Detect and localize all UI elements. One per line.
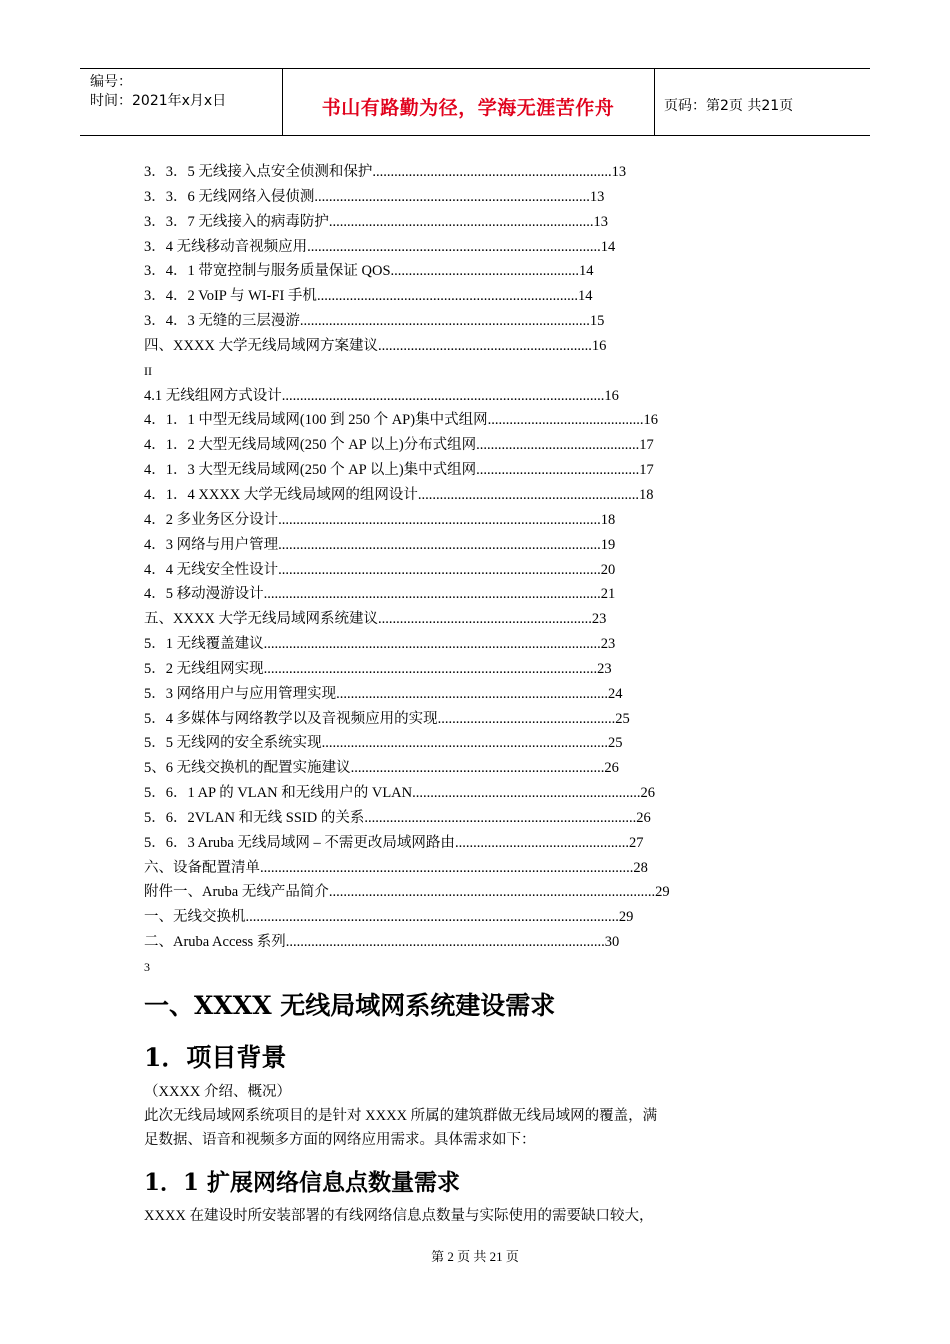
toc-entry-page: 13: [611, 164, 627, 180]
toc-entry-leader: ...........................................: [487, 412, 644, 429]
toc-entry-leader: ........................................................................................: [285, 934, 605, 951]
toc-entry-leader: .............................................: [476, 437, 640, 454]
toc-entry[interactable]: [144, 384, 824, 409]
toc-entry[interactable]: [144, 582, 824, 607]
toc-entry[interactable]: [144, 682, 824, 707]
toc-entry-title: 4．1．4 XXXX 大学无线局域网的组网设计: [144, 486, 418, 503]
toc-entry[interactable]: [144, 657, 824, 682]
toc-entry-title: 4.1 无线组网方式设计: [144, 387, 282, 404]
toc-entry[interactable]: [144, 235, 824, 260]
toc-entry-leader: .........................................................................................: [281, 387, 605, 404]
toc-entry-title: 附件一、Aruba 无线产品简介: [144, 884, 329, 901]
toc-entry-page: 13: [593, 213, 608, 230]
toc-entry[interactable]: [144, 930, 824, 955]
toc-entry-leader: .............................................................................................: [263, 586, 601, 603]
toc-entry-title: 5．2 无线组网实现: [144, 660, 264, 677]
toc-entry[interactable]: [144, 483, 824, 508]
toc-entry[interactable]: [144, 558, 824, 583]
toc-entry-page: 25: [615, 710, 630, 727]
toc-entry-leader: ............................................................................: [314, 188, 590, 205]
toc-entry[interactable]: [144, 458, 824, 483]
toc-entry-title: 5．6．3 Aruba 无线局域网 – 不需更改局域网路由: [144, 834, 455, 851]
toc-entry-page: 23: [600, 636, 616, 653]
toc-entry-page: 14: [577, 288, 593, 305]
toc-entry-leader: .................................................................................: [307, 238, 601, 255]
page-footer: 第 2 页 共 21 页: [431, 1249, 519, 1264]
toc-entry-page: 18: [600, 511, 616, 528]
toc-entry-leader: ................................................: [454, 834, 629, 851]
toc-entry-leader: .........................................................................: [328, 213, 594, 230]
toc-entry[interactable]: [144, 880, 824, 905]
header-page-cell: [654, 69, 870, 135]
toc-entry-leader: ....................................................: [390, 263, 580, 280]
toc-entry-leader: ...........................................................: [378, 337, 592, 354]
toc-entry-title: 4．1．2 大型无线局域网(250 个 AP 以上)分布式组网: [144, 437, 477, 454]
document-time-label: 时间：2021年x月x日: [90, 93, 227, 109]
toc-entry-title: 4．4 无线安全性设计: [144, 561, 279, 578]
toc-entry-page: 27: [628, 834, 644, 851]
toc-entry-page: 15: [589, 313, 605, 330]
toc-entry-leader: ...............................................................: [412, 785, 641, 802]
toc-entry-page: 14: [579, 263, 594, 280]
section-heading-network-points: 1．1 扩展网络信息点数量需求: [144, 1169, 461, 1196]
toc-entry-leader: ...........................................................................: [364, 809, 637, 826]
toc-entry-page: 29: [655, 884, 670, 901]
toc-entry-page: 26: [604, 760, 619, 777]
toc-entry-title: 3．4．3 无缝的三层漫游: [144, 313, 300, 330]
toc-entry[interactable]: [144, 831, 824, 856]
toc-entry-page: 16: [591, 337, 607, 354]
toc-entry-page: 17: [639, 437, 654, 454]
toc-entry-page: 23: [597, 660, 612, 677]
header-motto-cell: [282, 69, 655, 135]
toc-entry[interactable]: [144, 433, 824, 458]
header-motto: 书山有路勤为径，学海无涯苦作舟: [321, 97, 615, 119]
toc-entry-page: 25: [608, 735, 623, 752]
toc-entry-title: 4．1．1 中型无线局域网(100 到 250 个 AP)集中式组网: [144, 412, 488, 429]
body-paragraph-network-points: XXXX 在建设时所安装部署的有线网络信息点数量与实际使用的需要缺口较大，: [144, 1208, 654, 1224]
toc-entry-title: 5．5 无线网的安全系统实现: [144, 735, 322, 752]
toc-entry[interactable]: [144, 185, 824, 210]
toc-entry[interactable]: [144, 284, 824, 309]
toc-entry[interactable]: [144, 806, 824, 831]
toc-entry-title: 4．3 网络与用户管理: [144, 536, 279, 553]
toc-entry[interactable]: [144, 334, 824, 359]
toc-entry-page: 26: [636, 809, 651, 826]
toc-entry-page: 30: [604, 934, 620, 951]
toc-entry[interactable]: [144, 731, 824, 756]
toc-entry-page: 16: [604, 387, 619, 404]
toc-entry-title: 二、Aruba Access 系列: [144, 934, 286, 951]
toc-entry[interactable]: [144, 210, 824, 235]
toc-entry-page: 23: [591, 611, 607, 628]
toc-entry[interactable]: [144, 309, 824, 334]
toc-entry-leader: .............................................................................................: [263, 636, 601, 653]
toc-entry[interactable]: [144, 905, 824, 930]
toc-entry-title: 5．6．2VLAN 和无线 SSID 的关系: [144, 809, 365, 826]
header-info-cell: [80, 69, 283, 135]
toc-entry-leader: .............................................................: [417, 486, 640, 503]
intro-paragraph: （XXXX 介绍、概况）: [144, 1084, 292, 1100]
toc-entry[interactable]: [144, 533, 824, 558]
toc-entry-leader: .........................................................................................: [278, 536, 601, 553]
toc-entry-leader: .......................................................................................................: [245, 909, 619, 926]
toc-entry-title: 5．3 网络用户与应用管理实现: [144, 685, 337, 702]
toc-entry-page: 13: [589, 188, 605, 205]
header-page-number: 页码：第2页 共21页: [664, 98, 794, 114]
toc-entry-leader: ............................................................................................: [263, 660, 598, 677]
toc-entry-leader: .......................................................................................................: [260, 859, 634, 876]
toc-entry-leader: ..........................................................................................: [328, 884, 656, 901]
body-paragraph-line-1: 此次无线局域网系统项目的是针对 XXXX 所属的建筑群做无线局域网的覆盖，满: [144, 1108, 658, 1124]
toc-entry-title: 5、6 无线交换机的配置实施建议: [144, 760, 351, 777]
toc-entry[interactable]: [144, 408, 824, 433]
toc-entry-leader: ...........................................................................: [336, 685, 608, 702]
toc-entry-page: 18: [639, 486, 654, 503]
toc-entry-title: 3．3．6 无线网络入侵侦测: [144, 188, 315, 205]
toc-entry-title: 一、无线交换机: [144, 909, 246, 926]
toc-entry-title: 四、XXXX 大学无线局域网方案建议: [144, 337, 379, 354]
toc-entry[interactable]: [144, 259, 824, 284]
toc-entry[interactable]: [144, 707, 824, 732]
toc-entry-leader: .........................................................................................: [278, 511, 601, 528]
toc-entry-page: 14: [600, 238, 616, 255]
toc-entry-title: 5．6．1 AP 的 VLAN 和无线用户的 VLAN: [144, 785, 413, 802]
table-of-contents: [144, 160, 824, 980]
toc-entry-page: 21: [600, 586, 616, 603]
toc-entry-title: 4．1．3 大型无线局域网(250 个 AP 以上)集中式组网: [144, 462, 477, 479]
toc-entry-title: 4．2 多业务区分设计: [144, 511, 279, 528]
document-number-label: 编号：: [90, 74, 132, 90]
toc-entry-leader: ...............................................................................: [321, 735, 608, 752]
page-header: [80, 68, 870, 136]
toc-entry-leader: .........................................................................................: [278, 561, 601, 578]
toc-entry-page: 17: [639, 462, 654, 479]
toc-entry[interactable]: [144, 607, 824, 632]
toc-entry-leader: ......................................................................: [350, 760, 605, 777]
toc-entry[interactable]: [144, 632, 824, 657]
toc-entry-leader: ..................................................................: [372, 164, 612, 180]
toc-entry-title: 3．4．2 VoIP 与 WI-FI 手机: [144, 288, 317, 305]
toc-entry-page: 29: [618, 909, 634, 926]
toc-entry-leader: .................................................: [437, 710, 616, 727]
toc-page-marker: II: [144, 363, 152, 378]
toc-entry-page: 16: [643, 412, 658, 429]
toc-entry-leader: ...........................................................: [378, 611, 592, 628]
toc-entry-title: 5．1 无线覆盖建议: [144, 636, 264, 653]
toc-entry-title: 4．5 移动漫游设计: [144, 586, 264, 603]
toc-entry-page: 20: [600, 561, 616, 578]
toc-entry[interactable]: [144, 781, 824, 806]
toc-entry-title: 六、设备配置清单: [144, 859, 260, 876]
toc-entry-leader: .............................................: [476, 462, 640, 479]
section-heading-1: 一、XXXX 无线局域网系统建设需求: [144, 991, 556, 1020]
toc-entry-page: 26: [640, 785, 655, 802]
toc-entry[interactable]: [144, 856, 824, 881]
toc-entry-page: 19: [600, 536, 616, 553]
toc-entry-title: 5．4 多媒体与网络教学以及音视频应用的实现: [144, 710, 438, 727]
toc-entry-title: 3．3．5 无线接入点安全侦测和保护: [144, 164, 373, 180]
toc-entry-title: 五、XXXX 大学无线局域网系统建议: [144, 611, 379, 628]
section-heading-project-background: 1．项目背景: [144, 1043, 287, 1072]
toc-entry-page: 24: [608, 685, 623, 702]
toc-entry-title: 3．4．1 带宽控制与服务质量保证 QOS: [144, 263, 391, 280]
toc-entry-title: 3．4 无线移动音视频应用: [144, 238, 308, 255]
toc-entry[interactable]: [144, 160, 824, 185]
toc-entry-page: 28: [633, 859, 648, 876]
toc-entry-leader: ................................................................................: [299, 313, 590, 330]
toc-entry-title: 3．3．7 无线接入的病毒防护: [144, 213, 329, 230]
body-paragraph-line-2: 足数据、语音和视频多方面的网络应用需求。具体需求如下：: [144, 1132, 536, 1148]
toc-entry[interactable]: [144, 508, 824, 533]
toc-entry[interactable]: [144, 756, 824, 781]
toc-entry-leader: ........................................................................: [316, 288, 578, 305]
toc-page-marker: 3: [144, 960, 150, 974]
